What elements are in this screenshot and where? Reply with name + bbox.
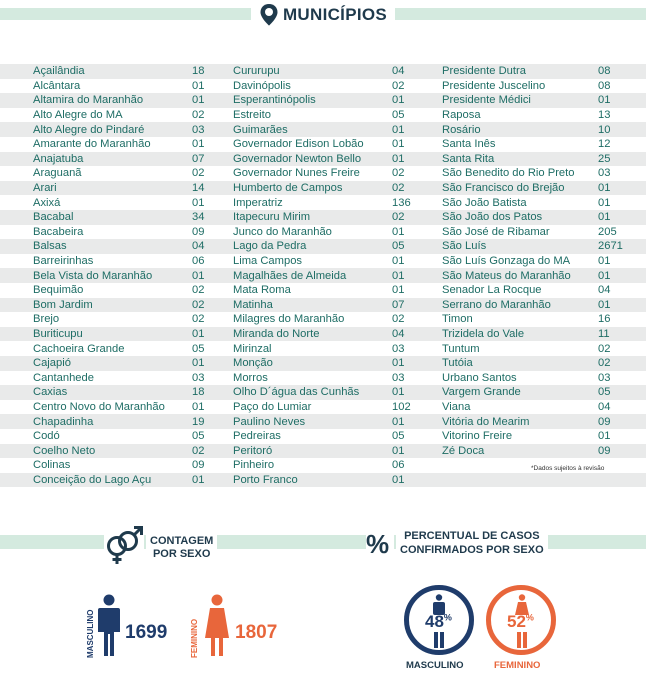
revision-note: *Dados sujeitos à revisão — [531, 465, 605, 472]
case-count: 07 — [392, 298, 405, 311]
case-count: 25 — [598, 152, 611, 165]
case-count: 03 — [192, 123, 205, 136]
case-count: 01 — [392, 123, 405, 136]
sex-percent-title — [396, 529, 548, 557]
municipality-name: Guimarães — [233, 123, 288, 136]
case-count: 05 — [392, 430, 405, 443]
list-item — [0, 371, 646, 386]
case-count: 05 — [392, 109, 405, 122]
case-count: 06 — [192, 255, 205, 268]
case-count: 04 — [598, 284, 611, 297]
municipality-name: Olho D´água das Cunhãs — [233, 386, 360, 399]
sex-count-title-line2: POR SEXO — [152, 548, 211, 560]
list-item — [0, 181, 646, 196]
list-item — [0, 254, 646, 269]
case-count: 01 — [192, 357, 205, 370]
list-item — [0, 298, 646, 313]
list-item — [0, 429, 646, 444]
municipality-name: Altamira do Maranhão — [33, 94, 144, 107]
case-count: 01 — [392, 357, 405, 370]
case-count: 02 — [192, 298, 205, 311]
case-count: 14 — [192, 182, 205, 195]
female-percent-value — [507, 612, 534, 632]
female-mini-legs-icon — [514, 632, 530, 650]
municipality-name: São João dos Patos — [442, 211, 543, 224]
municipality-name: Esperantinópolis — [233, 94, 316, 107]
municipality-name: Pinheiro — [233, 459, 275, 472]
municipality-name: São José de Ribamar — [442, 225, 550, 238]
case-count: 05 — [192, 342, 205, 355]
municipality-name: Cantanhede — [33, 371, 94, 384]
case-count: 09 — [192, 225, 205, 238]
municipality-name: Coelho Neto — [33, 444, 96, 457]
municipality-name: Amarante do Maranhão — [33, 138, 151, 151]
municipality-name: Barreirinhas — [33, 255, 94, 268]
case-count: 03 — [598, 167, 611, 180]
case-count: 01 — [598, 255, 611, 268]
case-count: 07 — [192, 152, 205, 165]
list-item — [0, 268, 646, 283]
municipality-name: Cajapió — [33, 357, 71, 370]
case-count: 06 — [392, 459, 405, 472]
municipality-name: Humberto de Campos — [233, 182, 343, 195]
case-count: 02 — [598, 357, 611, 370]
case-count: 205 — [598, 225, 617, 238]
list-item — [0, 356, 646, 371]
case-count: 102 — [392, 401, 411, 414]
percent-icon: % — [366, 530, 394, 558]
case-count: 03 — [392, 342, 405, 355]
male-percent-value — [425, 612, 452, 632]
male-count-value: 1699 — [125, 622, 168, 643]
list-item — [0, 400, 646, 415]
municipality-name: Magalhães de Almeida — [233, 269, 347, 282]
municipality-name: Davinópolis — [233, 79, 291, 92]
sex-count-title — [146, 535, 217, 561]
municipality-name: Tuntum — [442, 342, 480, 355]
case-count: 01 — [392, 94, 405, 107]
case-count: 2671 — [598, 240, 623, 253]
list-item — [0, 341, 646, 356]
municipality-name: Alto Alegre do Pindaré — [33, 123, 145, 136]
list-item — [0, 473, 646, 488]
municipality-name: Porto Franco — [233, 474, 298, 487]
municipality-name: Presidente Juscelino — [442, 79, 546, 92]
sex-percent-title-line2: CONFIRMADOS POR SEXO — [400, 544, 544, 556]
municipality-name: Centro Novo do Maranhão — [33, 401, 165, 414]
case-count: 01 — [392, 255, 405, 268]
section-band — [0, 535, 646, 549]
map-pin-icon — [259, 3, 279, 27]
list-item — [0, 93, 646, 108]
sex-percent-title-line1: PERCENTUAL DE CASOS — [404, 530, 540, 542]
list-item — [0, 152, 646, 167]
municipality-name: Vargem Grande — [442, 386, 521, 399]
female-percent-label: FEMININO — [494, 660, 541, 671]
municipality-name: Santa Rita — [442, 152, 495, 165]
municipality-name: Urbano Santos — [442, 371, 517, 384]
municipality-name: Arari — [33, 182, 57, 195]
case-count: 01 — [192, 138, 205, 151]
case-count: 01 — [598, 211, 611, 224]
case-count: 01 — [598, 94, 611, 107]
female-figure-icon — [204, 594, 230, 658]
municipality-name: Junco do Maranhão — [233, 225, 332, 238]
case-count: 01 — [192, 269, 205, 282]
male-count-label: MASCULINO — [86, 609, 95, 658]
male-percent-label: MASCULINO — [406, 660, 464, 671]
municipality-name: Governador Nunes Freire — [233, 167, 360, 180]
case-count: 02 — [192, 167, 205, 180]
municipality-name: Araguanã — [33, 167, 82, 180]
case-count: 02 — [192, 444, 205, 457]
municipality-name: São Benedito do Rio Preto — [442, 167, 575, 180]
municipality-name: São Francisco do Brejão — [442, 182, 565, 195]
female-percent-number: 52 — [507, 612, 526, 631]
case-count: 05 — [192, 430, 205, 443]
case-count: 01 — [392, 386, 405, 399]
municipality-name: Estreito — [233, 109, 271, 122]
header-title-group — [251, 0, 395, 30]
list-item — [0, 108, 646, 123]
municipality-name: Governador Newton Bello — [233, 152, 362, 165]
case-count: 02 — [392, 79, 405, 92]
case-count: 12 — [598, 138, 611, 151]
municipality-name: Paulino Neves — [233, 415, 306, 428]
municipality-name: Trizidela do Vale — [442, 328, 525, 341]
case-count: 04 — [598, 401, 611, 414]
case-count: 04 — [392, 65, 405, 78]
municipality-name: Raposa — [442, 109, 481, 122]
municipality-name: Bacabal — [33, 211, 74, 224]
case-count: 02 — [392, 313, 405, 326]
male-percent-sign: % — [443, 612, 452, 623]
case-count: 01 — [598, 269, 611, 282]
municipality-name: Açailândia — [33, 65, 85, 78]
municipality-name: Bacabeira — [33, 225, 84, 238]
municipality-name: Paço do Lumiar — [233, 401, 312, 414]
male-mini-legs-icon — [431, 632, 447, 650]
case-count: 01 — [392, 444, 405, 457]
list-item — [0, 122, 646, 137]
case-count: 04 — [192, 240, 205, 253]
municipality-name: Bequimão — [33, 284, 84, 297]
female-percent-sign: % — [525, 612, 534, 623]
municipality-name: Pedreiras — [233, 430, 281, 443]
case-count: 03 — [392, 371, 405, 384]
list-item — [0, 283, 646, 298]
list-item — [0, 195, 646, 210]
municipality-name: Buriticupu — [33, 328, 83, 341]
list-item — [0, 64, 646, 79]
case-count: 05 — [598, 386, 611, 399]
case-count: 02 — [192, 313, 205, 326]
case-count: 01 — [192, 474, 205, 487]
municipality-name: Brejo — [33, 313, 60, 326]
list-item — [0, 239, 646, 254]
list-item — [0, 210, 646, 225]
case-count: 01 — [192, 401, 205, 414]
case-count: 01 — [598, 182, 611, 195]
list-item — [0, 225, 646, 240]
municipality-name: Presidente Dutra — [442, 65, 526, 78]
municipality-name: Chapadinha — [33, 415, 94, 428]
case-count: 01 — [192, 328, 205, 341]
municipality-name: São Luís — [442, 240, 487, 253]
municipality-name: São Luís Gonzaga do MA — [442, 255, 571, 268]
case-count: 05 — [392, 240, 405, 253]
municipality-name: Alcântara — [33, 79, 81, 92]
list-item — [0, 385, 646, 400]
case-count: 08 — [598, 79, 611, 92]
case-count: 10 — [598, 123, 611, 136]
case-count: 01 — [392, 474, 405, 487]
case-count: 02 — [392, 182, 405, 195]
municipality-name: Anajatuba — [33, 152, 84, 165]
case-count: 01 — [192, 94, 205, 107]
case-count: 03 — [598, 371, 611, 384]
municipality-name: Tutóia — [442, 357, 473, 370]
municipality-name: Rosário — [442, 123, 481, 136]
municipality-name: Zé Doca — [442, 444, 485, 457]
header — [0, 0, 646, 30]
municipality-name: Alto Alegre do MA — [33, 109, 123, 122]
female-count-value: 1807 — [235, 622, 278, 643]
municipality-name: Lago da Pedra — [233, 240, 307, 253]
case-count: 01 — [392, 225, 405, 238]
municipality-name: Mata Roma — [233, 284, 291, 297]
municipality-name: Caxias — [33, 386, 68, 399]
case-count: 01 — [392, 138, 405, 151]
municipalities-table — [0, 64, 646, 493]
case-count: 13 — [598, 109, 611, 122]
case-count: 136 — [392, 196, 411, 209]
municipality-name: Vitória do Mearim — [442, 415, 530, 428]
municipality-name: Serrano do Maranhão — [442, 298, 551, 311]
municipality-name: Monção — [233, 357, 273, 370]
municipality-name: São João Batista — [442, 196, 527, 209]
list-item — [0, 79, 646, 94]
municipality-name: Axixá — [33, 196, 61, 209]
case-count: 01 — [598, 196, 611, 209]
case-count: 11 — [598, 328, 610, 341]
list-item — [0, 444, 646, 459]
case-count: 03 — [192, 371, 205, 384]
case-count: 02 — [192, 109, 205, 122]
list-item — [0, 312, 646, 327]
gender-symbols-icon — [104, 525, 144, 567]
municipality-name: Senador La Rocque — [442, 284, 542, 297]
case-count: 09 — [598, 444, 611, 457]
case-count: 02 — [192, 284, 205, 297]
case-count: 01 — [192, 196, 205, 209]
case-count: 01 — [392, 269, 405, 282]
case-count: 19 — [192, 415, 205, 428]
case-count: 18 — [192, 386, 205, 399]
case-count: 02 — [598, 342, 611, 355]
case-count: 01 — [392, 284, 405, 297]
list-item — [0, 414, 646, 429]
municipality-name: Conceição do Lago Açu — [33, 474, 152, 487]
sex-count-title-line1: CONTAGEM — [150, 535, 214, 547]
municipality-name: Santa Inês — [442, 138, 496, 151]
municipality-name: Codó — [33, 430, 60, 443]
municipality-name: Cururupu — [233, 65, 280, 78]
case-count: 34 — [192, 211, 205, 224]
municipality-name: Viana — [442, 401, 471, 414]
municipality-name: Governador Edison Lobão — [233, 138, 364, 151]
case-count: 01 — [192, 79, 205, 92]
case-count: 01 — [598, 430, 611, 443]
municipality-name: Cachoeira Grande — [33, 342, 125, 355]
municipality-name: Vitorino Freire — [442, 430, 513, 443]
municipality-name: Morros — [233, 371, 268, 384]
case-count: 02 — [392, 167, 405, 180]
municipality-name: Presidente Médici — [442, 94, 531, 107]
case-count: 16 — [598, 313, 611, 326]
municipality-name: Balsas — [33, 240, 67, 253]
list-item — [0, 327, 646, 342]
case-count: 04 — [392, 328, 405, 341]
municipality-name: Miranda do Norte — [233, 328, 320, 341]
municipality-name: Colinas — [33, 459, 71, 472]
municipality-name: Lima Campos — [233, 255, 303, 268]
municipality-name: São Mateus do Maranhão — [442, 269, 571, 282]
municipality-name: Timon — [442, 313, 473, 326]
municipality-name: Peritoró — [233, 444, 273, 457]
municipality-name: Matinha — [233, 298, 273, 311]
municipality-name: Imperatriz — [233, 196, 283, 209]
case-count: 18 — [192, 65, 205, 78]
municipality-name: Bom Jardim — [33, 298, 93, 311]
municipality-name: Itapecuru Mirim — [233, 211, 311, 224]
municipality-name: Bela Vista do Maranhão — [33, 269, 153, 282]
case-count: 01 — [392, 415, 405, 428]
case-count: 01 — [392, 152, 405, 165]
case-count: 09 — [598, 415, 611, 428]
list-item — [0, 137, 646, 152]
case-count: 09 — [192, 459, 205, 472]
female-count-label: FEMININO — [190, 618, 199, 658]
case-count: 02 — [392, 211, 405, 224]
municipality-name: Milagres do Maranhão — [233, 313, 345, 326]
list-item — [0, 166, 646, 181]
male-percent-number: 48 — [425, 612, 444, 631]
municipality-name: Mirinzal — [233, 342, 272, 355]
page-title: MUNICÍPIOS — [282, 5, 388, 24]
case-count: 08 — [598, 65, 611, 78]
male-figure-icon — [97, 594, 121, 658]
case-count: 01 — [598, 298, 611, 311]
